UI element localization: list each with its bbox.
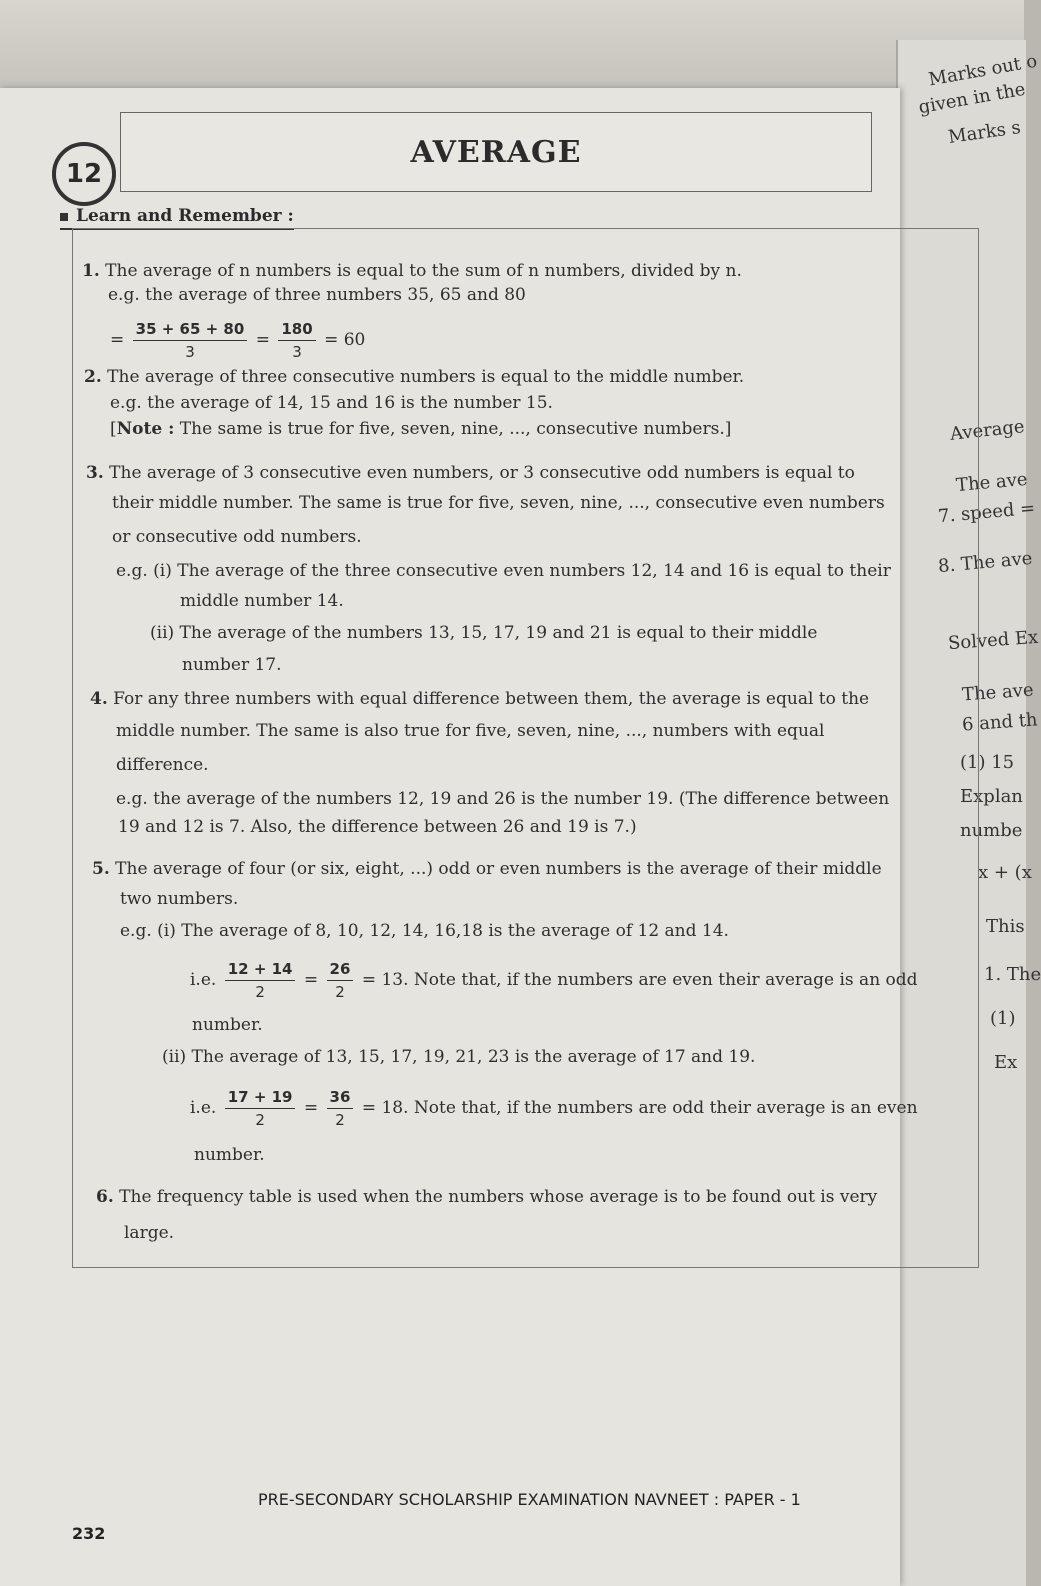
item-number: 5.: [92, 859, 110, 879]
item-number: 3.: [86, 463, 104, 483]
equals-sign: =: [303, 970, 319, 990]
numerator: 17 + 19: [225, 1086, 296, 1109]
side-text: 6 and th: [961, 709, 1039, 736]
item-4-line: middle number. The same is also true for five, seven, nine, ..., numbers with equal: [116, 721, 825, 741]
side-text: Ex: [994, 1052, 1018, 1073]
result: = 60: [324, 330, 366, 350]
item-3-line: or consecutive odd numbers.: [112, 527, 362, 547]
item-2: [84, 366, 744, 388]
item-text: The average of 3 consecutive even numbers, or 3 consecutive odd numbers is equal to: [109, 463, 855, 483]
item-2-example: e.g. the average of 14, 15 and 16 is the number 15.: [110, 393, 553, 413]
side-text: The ave: [961, 679, 1035, 706]
item-5-example: (ii) The average of 13, 15, 17, 19, 21, 23 is the average of 17 and 19.: [162, 1047, 756, 1067]
item-5-ie-end: number.: [194, 1145, 265, 1165]
item-1: [82, 260, 742, 282]
item-5-example: e.g. (i) The average of 8, 10, 12, 14, 16,18 is the average of 12 and 14.: [120, 921, 729, 941]
item-4: [90, 688, 869, 710]
denominator: 2: [335, 1111, 345, 1129]
side-text: Average: [949, 416, 1026, 445]
item-5: [92, 858, 882, 880]
item-number: 2.: [84, 367, 102, 387]
item-2-note: [110, 418, 731, 440]
numerator: 36: [327, 1086, 354, 1109]
item-5-ie: [190, 958, 918, 1003]
ie-text: = 13. Note that, if the numbers are even their average is an odd: [361, 970, 918, 990]
item-number: 6.: [96, 1187, 114, 1207]
denominator: 3: [185, 343, 195, 361]
side-text: Explan: [960, 786, 1023, 807]
side-text: 1. The: [984, 964, 1041, 985]
numerator: 180: [278, 318, 315, 341]
item-1-example: e.g. the average of three numbers 35, 65 and 80: [108, 285, 526, 305]
chapter-title: AVERAGE: [410, 134, 582, 170]
item-5-ie: [190, 1086, 918, 1131]
fraction: [278, 318, 315, 363]
side-text: Marks s: [946, 117, 1022, 148]
item-3-example-cont: number 17.: [182, 655, 282, 675]
side-text: 8. The ave: [937, 547, 1034, 578]
chapter-number-badge: 12: [52, 142, 116, 206]
side-text: This: [986, 916, 1025, 937]
numerator: 35 + 65 + 80: [133, 318, 248, 341]
denominator: 2: [335, 983, 345, 1001]
numerator: 12 + 14: [225, 958, 296, 981]
item-5-line: two numbers.: [120, 889, 239, 909]
bracket: [: [110, 419, 117, 439]
side-text: x + (x: [978, 862, 1032, 883]
item-4-example: e.g. the average of the numbers 12, 19 and 26 is the number 19. (The difference between: [116, 789, 890, 809]
denominator: 2: [255, 983, 265, 1001]
denominator: 2: [255, 1111, 265, 1129]
numerator: 26: [327, 958, 354, 981]
fraction: [327, 1086, 354, 1131]
side-text: numbe: [960, 820, 1023, 841]
item-4-example-cont: 19 and 12 is 7. Also, the difference between 26 and 19 is 7.): [118, 817, 637, 837]
chapter-title-box: [120, 112, 872, 192]
denominator: 3: [292, 343, 302, 361]
side-text: The ave: [955, 468, 1029, 497]
item-3-example: [116, 560, 891, 582]
page-footer: PRE-SECONDARY SCHOLARSHIP EXAMINATION NAVNEET : PAPER - 1: [258, 1490, 801, 1509]
side-text: Solved Ex: [947, 626, 1039, 655]
side-text: (1): [990, 1008, 1016, 1029]
item-text: The average of three consecutive numbers is equal to the middle number.: [107, 367, 745, 387]
page-number: 232: [72, 1524, 106, 1543]
fraction: [225, 958, 296, 1003]
equals-sign: =: [110, 330, 125, 350]
eg-label: e.g.: [116, 561, 148, 581]
ie-label: i.e.: [190, 970, 217, 990]
item-number: 4.: [90, 689, 108, 709]
item-text: For any three numbers with equal difference between them, the average is equal to the: [113, 689, 870, 709]
side-text: given in the: [916, 78, 1027, 119]
ie-label: i.e.: [190, 1098, 217, 1118]
side-text: 7. speed =: [937, 497, 1037, 528]
equals-sign: =: [303, 1098, 319, 1118]
item-number: 1.: [82, 261, 100, 281]
item-6: [96, 1186, 877, 1208]
note-label: Note :: [116, 419, 175, 439]
side-text: (1) 15: [960, 752, 1015, 773]
item-text: The frequency table is used when the numbers whose average is to be found out is very: [119, 1187, 878, 1207]
item-3: [86, 462, 855, 484]
fraction: [225, 1086, 296, 1131]
item-3-example-cont: middle number 14.: [180, 591, 344, 611]
item-text: The average of four (or six, eight, ...) odd or even numbers is the average of their middle: [115, 859, 882, 879]
item-3-line: their middle number. The same is true for five, seven, nine, ..., consecutive even numbers: [112, 493, 885, 513]
side-text: Marks out o: [927, 50, 1039, 91]
note-text: The same is true for five, seven, nine, ..., consecutive numbers.]: [179, 419, 732, 439]
item-text: The average of n numbers is equal to the sum of n numbers, divided by n.: [105, 261, 742, 281]
section-heading: Learn and Remember :: [60, 206, 294, 230]
example-text: (i) The average of the three consecutive even numbers 12, 14 and 16 is equal to their: [153, 561, 891, 581]
item-3-example: (ii) The average of the numbers 13, 15, 17, 19 and 21 is equal to their middle: [150, 623, 818, 643]
item-6-line: large.: [124, 1223, 175, 1243]
ie-text: = 18. Note that, if the numbers are odd their average is an even: [361, 1098, 918, 1118]
fraction: [327, 958, 354, 1003]
item-4-line: difference.: [116, 755, 209, 775]
equals-sign: =: [255, 330, 270, 350]
item-1-equation: [110, 318, 365, 363]
fraction: [133, 318, 248, 363]
item-5-ie-end: number.: [192, 1015, 263, 1035]
